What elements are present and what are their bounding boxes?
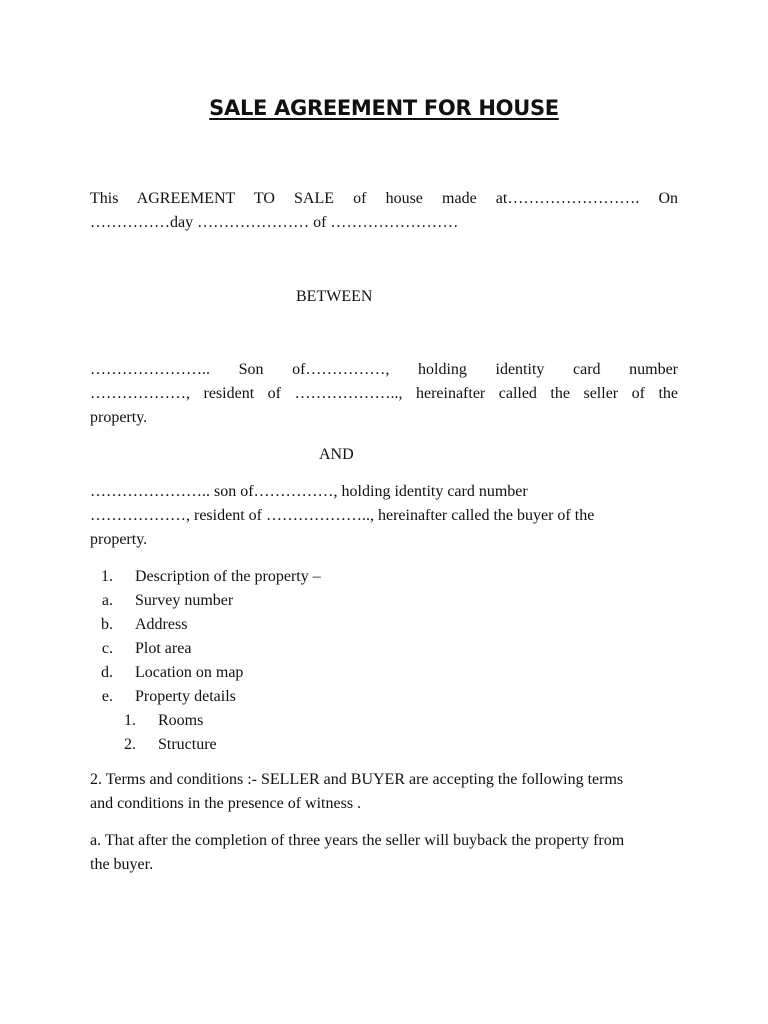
clause-a-line-1: a. That after the completion of three years the seller will buyback the property from (90, 832, 625, 849)
intro-paragraph (90, 187, 678, 235)
list-item-label: Property details (135, 688, 236, 705)
seller-line-2: ………………, resident of ……………….., hereinafter called the seller of the (90, 385, 678, 402)
terms-line-2: and conditions in the presence of witness . (90, 795, 362, 812)
seller-line-1: ………………….. Son of……………, holding identity card number (90, 361, 678, 378)
document-title: SALE AGREEMENT FOR HOUSE (209, 96, 559, 120)
intro-line-1: This AGREEMENT TO SALE of house made at……………………. On (90, 190, 678, 207)
list-item (90, 733, 678, 757)
list-item (90, 709, 678, 733)
list-item-marker: c. (101, 640, 113, 657)
list-item (90, 637, 678, 661)
list-item-label: Address (135, 616, 188, 633)
list-item (90, 661, 678, 685)
list-item (90, 613, 678, 637)
list-item (90, 685, 678, 709)
seller-paragraph (90, 358, 678, 430)
terms-paragraph (90, 768, 678, 816)
buyer-line-3: property. (90, 531, 148, 548)
seller-line-3: property. (90, 409, 148, 426)
list-item-marker: e. (101, 688, 113, 705)
list-item-marker: d. (101, 664, 113, 681)
list-item-marker: 2. (124, 736, 136, 753)
buyer-paragraph (90, 480, 678, 552)
clause-a-paragraph (90, 829, 678, 877)
buyer-line-2: ………………, resident of ……………….., hereinafter called the buyer of the (90, 507, 595, 524)
list-item-label: Rooms (158, 712, 204, 729)
intro-line-2: ……………day ………………… of …………………… (90, 214, 459, 231)
terms-line-1: 2. Terms and conditions :- SELLER and BUYER are accepting the following terms (90, 771, 624, 788)
clause-a-line-2: the buyer. (90, 856, 154, 873)
list-item-label: Structure (158, 736, 217, 753)
list-item (90, 589, 678, 613)
and-label: AND (319, 446, 354, 463)
list-item-label: Survey number (135, 592, 234, 609)
property-description-list (90, 565, 678, 757)
between-label: BETWEEN (296, 288, 373, 305)
list-item-marker: 1. (124, 712, 136, 729)
list-item-label: Plot area (135, 640, 192, 657)
list-item-marker: b. (101, 616, 113, 633)
list-item-label: Location on map (135, 664, 244, 681)
list-item (90, 565, 678, 589)
list-item-label: Description of the property – (135, 568, 321, 585)
list-item-marker: a. (101, 592, 113, 609)
list-item-marker: 1. (101, 568, 113, 585)
buyer-line-1: ………………….. son of……………, holding identity card number (90, 483, 528, 500)
